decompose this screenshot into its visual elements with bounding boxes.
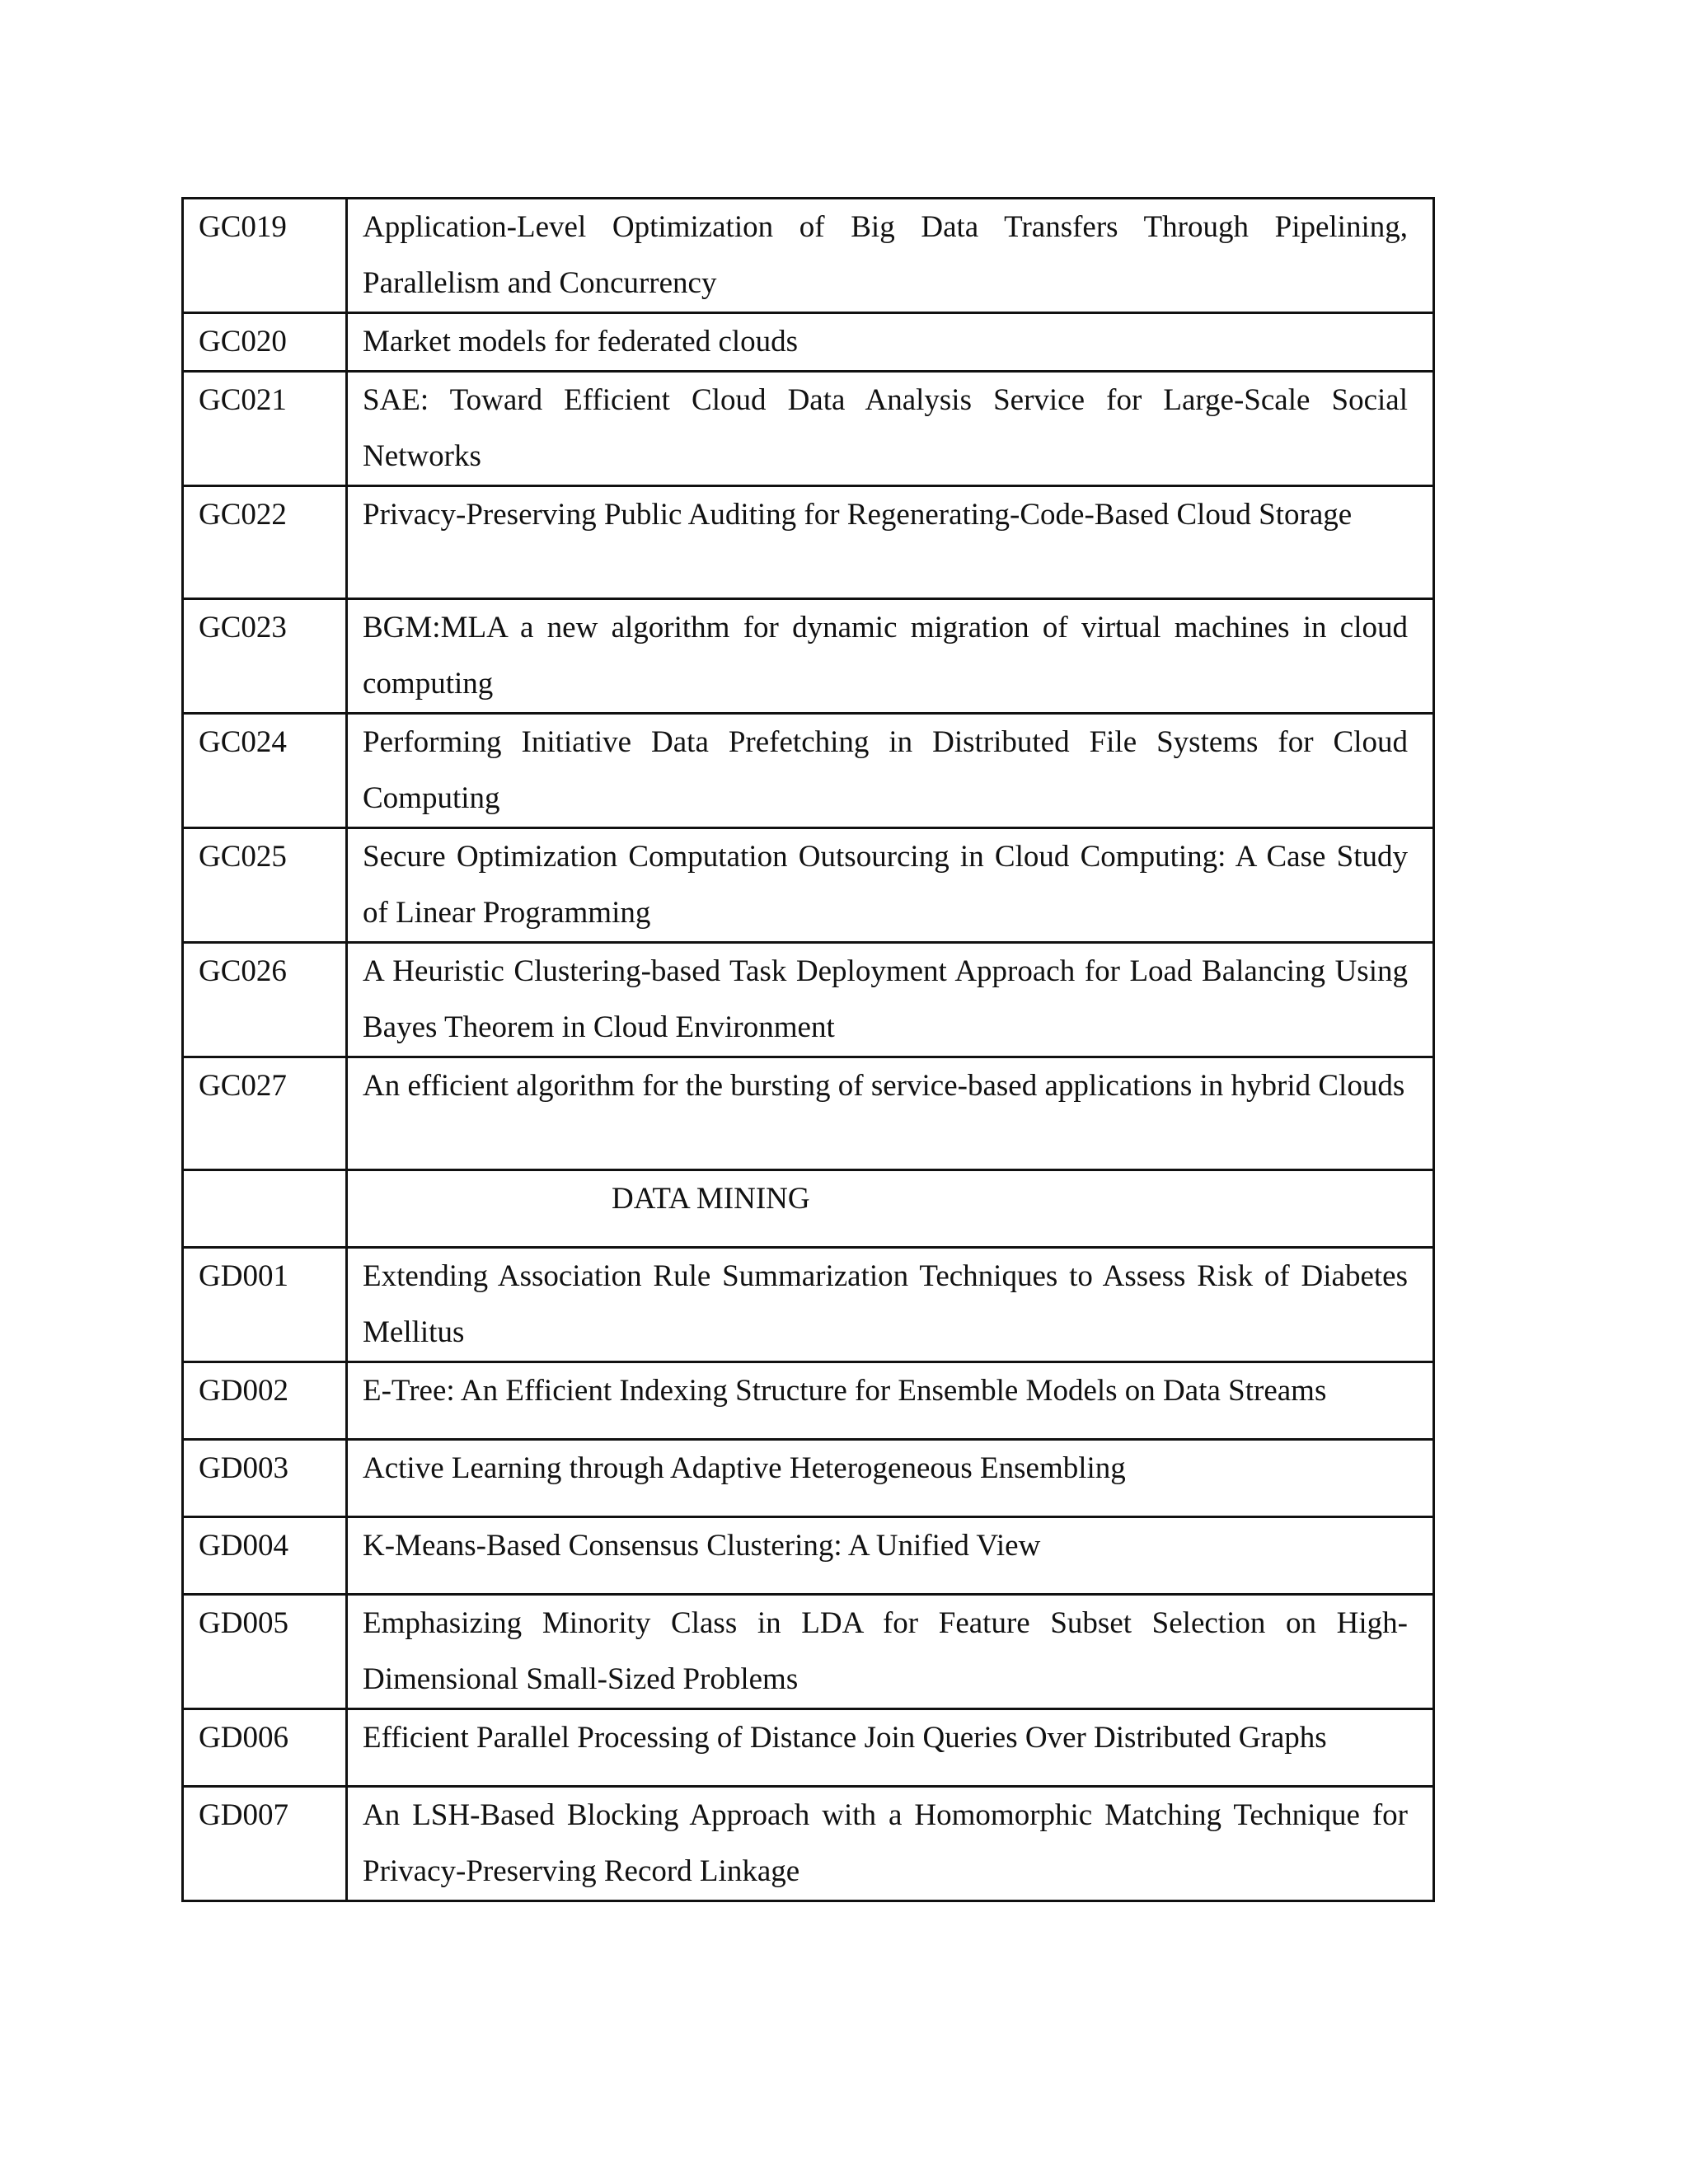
table-row <box>183 1517 1434 1595</box>
project-code: GD004 <box>183 1517 347 1595</box>
project-title: E-Tree: An Efficient Indexing Structure for Ensemble Models on Data Streams <box>347 1362 1434 1440</box>
project-title-table <box>181 197 1435 1902</box>
section-header-row <box>183 1170 1434 1248</box>
table-row <box>183 372 1434 486</box>
table-row <box>183 1440 1434 1517</box>
project-code: GC021 <box>183 372 347 486</box>
project-title: Active Learning through Adaptive Heterogeneous Ensembling <box>347 1440 1434 1517</box>
table-row <box>183 1248 1434 1362</box>
table-row <box>183 199 1434 313</box>
project-code: GD002 <box>183 1362 347 1440</box>
table-row <box>183 828 1434 943</box>
project-title: Efficient Parallel Processing of Distance Join Queries Over Distributed Graphs <box>347 1709 1434 1787</box>
project-code: GC025 <box>183 828 347 943</box>
project-code: GC019 <box>183 199 347 313</box>
table-row <box>183 313 1434 372</box>
table-row <box>183 599 1434 714</box>
project-title: Market models for federated clouds <box>347 313 1434 372</box>
project-code: GC026 <box>183 943 347 1057</box>
project-title: Extending Association Rule Summarization Techniques to Assess Risk of Diabetes Mellitus <box>347 1248 1434 1362</box>
project-code: GC020 <box>183 313 347 372</box>
section-heading: DATA MINING <box>612 1182 810 1216</box>
table-row <box>183 1595 1434 1709</box>
project-title: An efficient algorithm for the bursting of service-based applications in hybrid Clouds <box>347 1057 1434 1170</box>
project-title: A Heuristic Clustering-based Task Deployment Approach for Load Balancing Using Bayes Theorem in Cloud Environment <box>347 943 1434 1057</box>
project-title: Secure Optimization Computation Outsourcing in Cloud Computing: A Case Study of Linear Programming <box>347 828 1434 943</box>
table-row <box>183 1709 1434 1787</box>
table-row <box>183 943 1434 1057</box>
project-code: GD003 <box>183 1440 347 1517</box>
project-title: K-Means-Based Consensus Clustering: A Unified View <box>347 1517 1434 1595</box>
project-title: Privacy-Preserving Public Auditing for Regenerating-Code-Based Cloud Storage <box>347 486 1434 599</box>
table-row <box>183 1362 1434 1440</box>
project-code: GC024 <box>183 714 347 828</box>
table-row <box>183 714 1434 828</box>
project-code <box>183 1170 347 1248</box>
project-code: GC022 <box>183 486 347 599</box>
table-row <box>183 1787 1434 1901</box>
project-title: BGM:MLA a new algorithm for dynamic migration of virtual machines in cloud computing <box>347 599 1434 714</box>
project-code: GD001 <box>183 1248 347 1362</box>
project-code: GD006 <box>183 1709 347 1787</box>
project-code: GD005 <box>183 1595 347 1709</box>
project-title: Performing Initiative Data Prefetching in Distributed File Systems for Cloud Computing <box>347 714 1434 828</box>
project-code: GC023 <box>183 599 347 714</box>
project-code: GD007 <box>183 1787 347 1901</box>
project-title: Application-Level Optimization of Big Data Transfers Through Pipelining, Parallelism and Concurrency <box>347 199 1434 313</box>
project-title: Emphasizing Minority Class in LDA for Feature Subset Selection on High-Dimensional Small-Sized Problems <box>347 1595 1434 1709</box>
project-title: SAE: Toward Efficient Cloud Data Analysis Service for Large-Scale Social Networks <box>347 372 1434 486</box>
section-heading-cell <box>347 1170 1434 1248</box>
project-title: An LSH-Based Blocking Approach with a Homomorphic Matching Technique for Privacy-Preserving Record Linkage <box>347 1787 1434 1901</box>
table-row <box>183 1057 1434 1170</box>
table-row <box>183 486 1434 599</box>
project-code: GC027 <box>183 1057 347 1170</box>
